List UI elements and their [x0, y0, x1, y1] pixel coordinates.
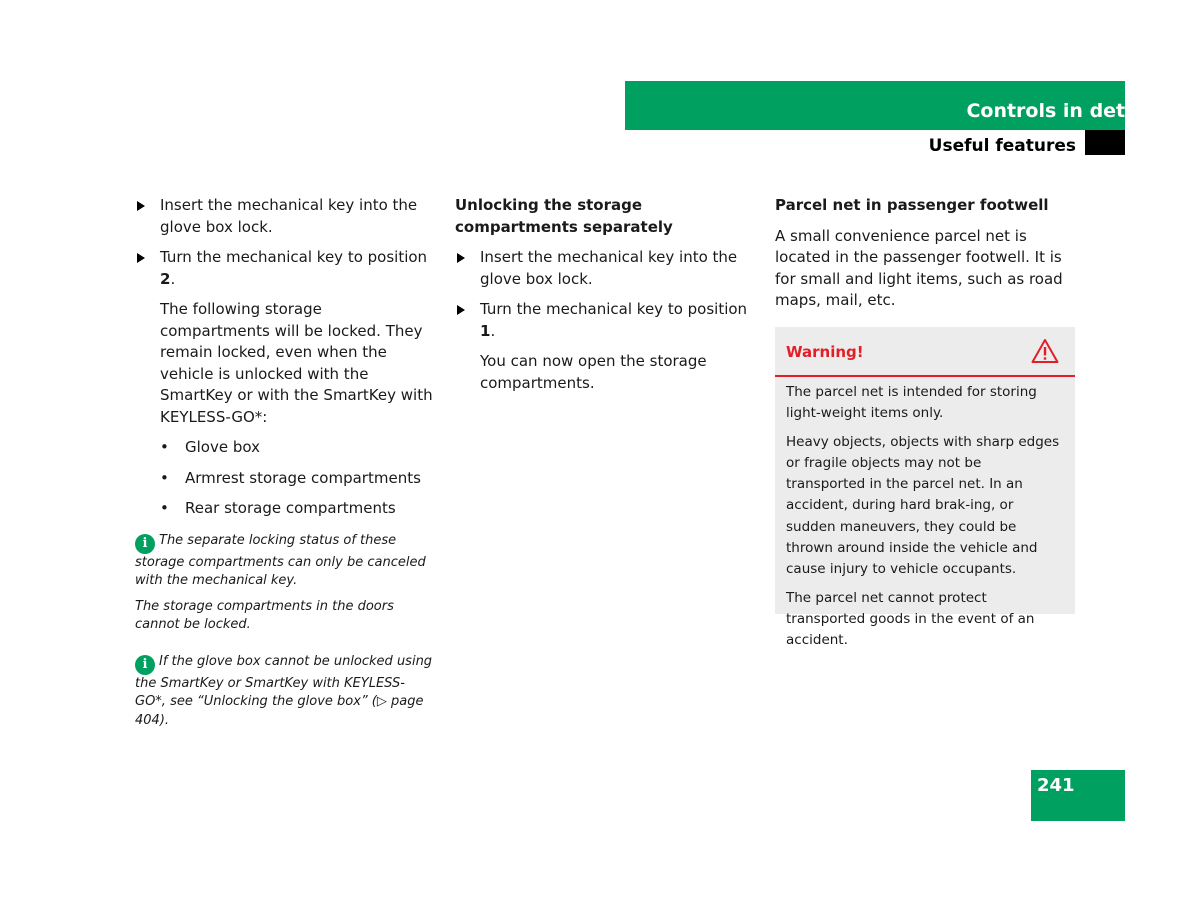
- column-middle: [455, 195, 755, 403]
- arrow-right-icon: [137, 201, 145, 211]
- section-tab-marker: [1085, 130, 1125, 155]
- warning-body: [775, 377, 1075, 652]
- position-number: 2: [160, 269, 171, 288]
- info-icon: i: [135, 534, 155, 554]
- instruction-step: [455, 247, 755, 290]
- paragraph: You can now open the storage compartments.: [480, 352, 707, 392]
- step-text: Insert the mechanical key into the glove box lock.: [160, 196, 418, 236]
- warning-triangle-icon: [1031, 338, 1059, 364]
- subsection-heading: Unlocking the storage compartments separately: [455, 196, 673, 236]
- note-text: The storage compartments in the doors cannot be locked.: [135, 598, 394, 632]
- step-text: Insert the mechanical key into the glove box lock.: [480, 248, 738, 288]
- info-note: i If the glove box cannot be unlocked using the SmartKey or SmartKey with KEYLESS-GO*, see “Unlocking the glove box” (▷ page 404).: [135, 653, 433, 728]
- paragraph: The following storage compartments will be locked. They remain locked, even when the vehicle is unlocked with the SmartKey or with the SmartKey with KEYLESS-GO*:: [160, 300, 433, 426]
- step-end: .: [170, 269, 176, 288]
- arrow-right-icon: [457, 253, 465, 263]
- list-item: • Rear storage compartments: [135, 498, 435, 520]
- list-item: • Glove box: [135, 437, 435, 459]
- warning-text: Heavy objects, objects with sharp edges or fragile objects may not be transported in the parcel net. In an accident, during hard brak-ing, or sudden maneuvers, they could be thrown around inside the vehicle and cause injury to vehicle occupants.: [786, 433, 1060, 578]
- info-note: i The separate locking status of these storage compartments can only be canceled with the mechanical key. The storage compartments in the doors cannot be locked.: [135, 532, 435, 635]
- warning-header: [775, 327, 1075, 377]
- column-right: [775, 195, 1075, 312]
- warning-text: The parcel net cannot protect transported goods in the event of an accident.: [786, 589, 1035, 649]
- section-subtitle: Useful features: [928, 136, 1076, 156]
- warning-box: [775, 327, 1075, 649]
- instruction-step: [135, 247, 435, 290]
- warning-text: The parcel net is intended for storing light-weight items only.: [786, 384, 1037, 422]
- arrow-right-icon: [457, 305, 465, 315]
- position-number: 1: [480, 321, 491, 340]
- paragraph: A small convenience parcel net is located in the passenger footwell. It is for small and light items, such as road maps, mail, etc.: [775, 226, 1063, 309]
- instruction-step: [455, 299, 755, 342]
- step-text: Turn the mechanical key to position: [160, 248, 428, 266]
- bullet-dot: •: [160, 438, 169, 456]
- page-number: 241: [1037, 775, 1075, 796]
- bullet-dot: •: [160, 499, 169, 517]
- info-icon: i: [135, 655, 155, 675]
- arrow-right-icon: [137, 253, 145, 263]
- subsection-heading: Parcel net in passenger footwell: [775, 196, 1049, 214]
- column-left: [135, 195, 435, 737]
- list-item: • Armrest storage compartments: [135, 468, 435, 490]
- warning-label: Warning!: [786, 343, 864, 361]
- step-end: .: [490, 321, 496, 340]
- section-title: Controls in detail: [966, 100, 1151, 122]
- instruction-step: [135, 195, 435, 238]
- bullet-dot: •: [160, 468, 169, 487]
- step-text: Turn the mechanical key to position: [480, 300, 748, 318]
